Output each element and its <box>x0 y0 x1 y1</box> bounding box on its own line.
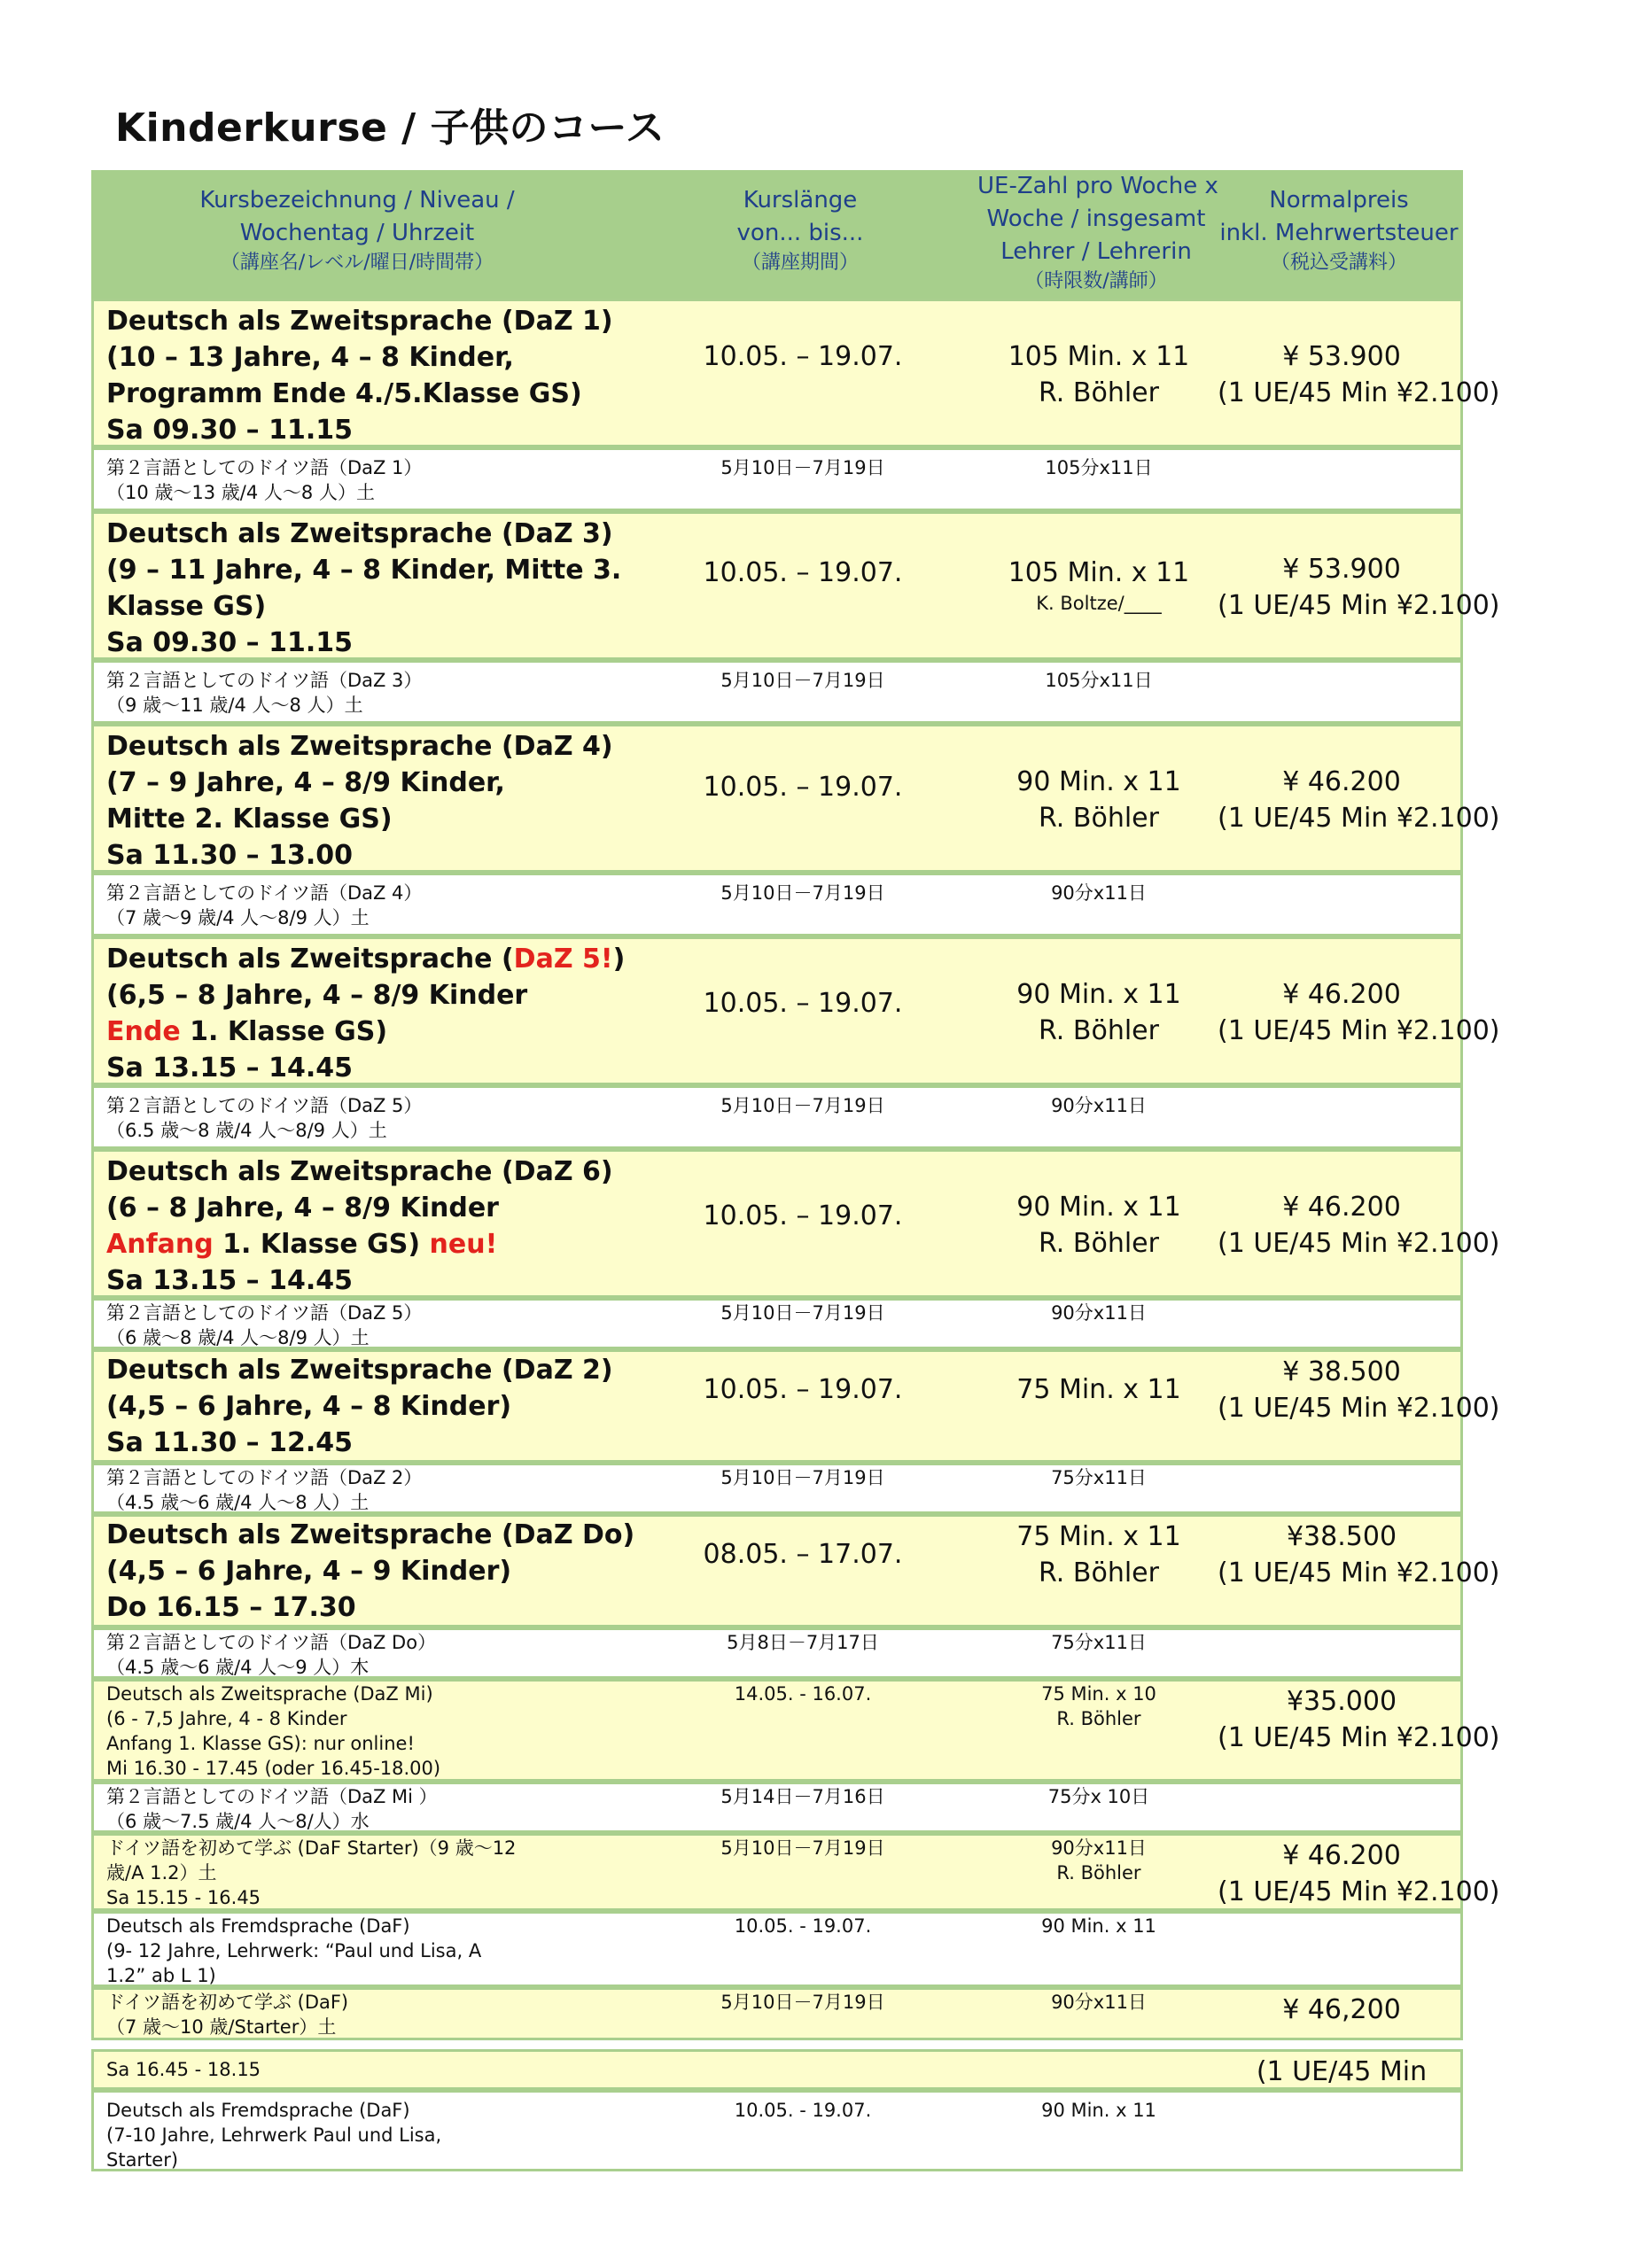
course-name-line: 第２言語としてのドイツ語（DaZ Do） <box>106 1632 437 1653</box>
course-name-line: Mitte 2. Klasse GS) <box>106 804 393 835</box>
header-text: Kurslänge <box>743 187 858 214</box>
course-name <box>94 1352 626 1461</box>
course-name-line: Deutsch als Zweitsprache (DaZ Do) <box>106 1519 635 1550</box>
course-name-line: （6.5 歳～8 歳/4 人～8/9 人）土 <box>106 1120 387 1141</box>
units-text: 90 Min. x 11 <box>1016 979 1181 1010</box>
course-units <box>980 301 1218 411</box>
units-text: 90 Min. x 11 <box>1016 766 1181 797</box>
course-units-jp: 90分x11日 <box>1051 1302 1147 1324</box>
course-level-highlight: DaZ 5! <box>513 944 613 975</box>
course-price <box>1218 301 1500 411</box>
course-dates: 10.05. – 19.07. <box>703 341 903 372</box>
course-name-line <box>106 1014 626 1050</box>
course-row-daz5-jp <box>91 1085 1463 1149</box>
course-name-jp <box>94 875 626 930</box>
price-text: ¥ 53.900 <box>1282 554 1401 585</box>
course-row-daz2-jp <box>91 1463 1463 1514</box>
course-name-jp <box>94 1301 626 1350</box>
course-row-daf-kids <box>91 2090 1463 2171</box>
course-row-dazmi-jp <box>91 1782 1463 1833</box>
course-price <box>1218 1352 1500 1426</box>
course-dates-jp: 5月10日－7月19日 <box>720 670 885 691</box>
course-units-jp: 90分x11日 <box>1051 882 1147 904</box>
course-dates: 10.05. – 19.07. <box>703 1200 903 1231</box>
course-row-daz3-jp <box>91 660 1463 724</box>
course-price <box>1218 1682 1500 1756</box>
course-name-jp <box>94 663 626 718</box>
teacher-name: R. Böhler <box>1039 803 1159 834</box>
new-badge: neu! <box>429 1229 498 1260</box>
grade-highlight: Ende <box>106 1016 181 1047</box>
course-name-line: Deutsch als Fremdsprache (DaF) <box>106 2100 410 2121</box>
course-name-jp <box>94 1784 626 1834</box>
course-units: 90 Min. x 11 <box>1041 2100 1156 2121</box>
course-name-line: (10 – 13 Jahre, 4 – 8 Kinder, <box>106 342 514 373</box>
course-name-line: 第２言語としてのドイツ語（DaZ 5） <box>106 1095 423 1116</box>
course-name-jp <box>94 450 626 505</box>
price-per-unit: (1 UE/45 Min ¥2.100) <box>1218 1393 1500 1424</box>
page-title: Kinderkurse / 子供のコース <box>115 105 665 151</box>
course-name-line: 第２言語としてのドイツ語（DaZ 2） <box>106 1467 423 1488</box>
course-name-line: Deutsch als Zweitsprache (DaZ 3) <box>106 518 613 549</box>
course-dates-jp: 5月10日－7月19日 <box>720 1302 885 1324</box>
course-dates: 5月10日－7月19日 <box>720 1837 885 1859</box>
course-dates-jp: 5月10日－7月19日 <box>720 882 885 904</box>
header-course-name <box>91 170 623 276</box>
course-dates: 10.05. - 19.07. <box>734 2100 872 2121</box>
course-row-dazmi <box>91 1679 1500 1782</box>
course-units <box>980 939 1218 1049</box>
price-per-unit: (1 UE/45 Min ¥2.100) <box>1218 1722 1500 1753</box>
course-time: Sa 11.30 – 13.00 <box>106 840 353 871</box>
course-units <box>980 1352 1218 1408</box>
course-row-daf-lisa <box>91 1911 1463 1987</box>
course-name-line: (4,5 – 6 Jahre, 4 – 9 Kinder) <box>106 1556 512 1587</box>
course-name-line: （6 歳～8 歳/4 人～8/9 人）土 <box>106 1327 370 1348</box>
course-units: 90 Min. x 11 <box>1041 1915 1156 1937</box>
course-name-text: Deutsch als Zweitsprache ( <box>106 944 514 975</box>
course-dates-jp: 5月10日－7月19日 <box>720 1095 885 1116</box>
units-text: 90 Min. x 11 <box>1016 1192 1181 1223</box>
price-per-unit: (1 UE/45 Min ¥2.100) <box>1218 803 1500 834</box>
course-name-line: Deutsch als Zweitsprache (DaZ 4) <box>106 731 613 762</box>
course-dates-jp: 5月10日－7月19日 <box>720 457 885 478</box>
course-name-text: ) <box>612 944 626 975</box>
course-name <box>94 301 626 448</box>
course-units <box>980 1152 1218 1262</box>
course-units-jp: 105分x11日 <box>1045 670 1153 691</box>
course-name-line: Deutsch als Zweitsprache (DaZ 2) <box>106 1355 613 1386</box>
course-name-line: （7 歳～10 歳/Starter）土 <box>106 2016 337 2038</box>
course-name <box>94 1682 626 1781</box>
course-row-daf-starter <box>91 1833 1500 1911</box>
header-text: UE-Zahl pro Woche x <box>977 173 1218 199</box>
course-name <box>94 939 626 1086</box>
course-row-dazdo <box>91 1514 1500 1627</box>
course-units <box>980 1836 1218 1885</box>
course-name-line: 第２言語としてのドイツ語（DaZ 4） <box>106 882 423 904</box>
course-price <box>1218 514 1500 624</box>
teacher-name: R. Böhler <box>1039 1557 1159 1588</box>
course-name-line: ドイツ語を初めて学ぶ (DaF) <box>106 1992 349 2013</box>
course-time: Sa 13.15 – 14.45 <box>106 1265 353 1296</box>
course-time: Sa 16.45 - 18.15 <box>106 2059 261 2080</box>
course-name-line: (6 – 8 Jahre, 4 – 8/9 Kinder <box>106 1192 499 1223</box>
course-name <box>94 514 626 661</box>
price-text: ¥ 46.200 <box>1282 979 1401 1010</box>
units-text: 75 Min. x 10 <box>1041 1683 1156 1705</box>
course-row-daz3 <box>91 511 1500 660</box>
price-text: ¥ 53.900 <box>1282 341 1401 372</box>
course-name-line: Programm Ende 4./5.Klasse GS) <box>106 378 582 409</box>
course-name <box>94 1836 626 1910</box>
course-name-line: 第２言語としてのドイツ語（DaZ 1） <box>106 457 423 478</box>
course-row-daz1 <box>91 299 1500 447</box>
course-dates-jp: 5月8日－7月17日 <box>727 1632 879 1653</box>
course-name-line: (4,5 – 6 Jahre, 4 – 8 Kinder) <box>106 1391 512 1422</box>
course-time: Sa 15.15 - 16.45 <box>106 1887 261 1908</box>
course-name-line: ドイツ語を初めて学ぶ (DaF Starter)（9 歳～12 <box>106 1837 517 1859</box>
teacher-name: R. Böhler <box>1056 1862 1141 1884</box>
course-name-line: 第２言語としてのドイツ語（DaZ 3） <box>106 670 423 691</box>
course-name-jp <box>94 1630 626 1680</box>
course-time: Sa 13.15 – 14.45 <box>106 1052 353 1084</box>
course-dates: 08.05. – 17.07. <box>703 1539 903 1570</box>
header-text: （講座名/レベル/曜日/時間帯） <box>220 252 494 274</box>
course-name-line: Deutsch als Zweitsprache (DaZ 6) <box>106 1156 613 1187</box>
course-row-daz5 <box>91 936 1500 1085</box>
course-name-line: Deutsch als Zweitsprache (DaZ Mi) <box>106 1683 433 1705</box>
course-name-line: (9- 12 Jahre, Lehrwerk: “Paul und Lisa, A <box>106 1940 482 1961</box>
course-units <box>980 1517 1218 1591</box>
teacher-name: R. Böhler <box>1039 1015 1159 1046</box>
course-units <box>980 1682 1218 1731</box>
units-text: 75 Min. x 11 <box>1016 1521 1181 1552</box>
course-name-line: (6,5 – 8 Jahre, 4 – 8/9 Kinder <box>106 980 528 1011</box>
course-name <box>94 1914 626 1988</box>
course-name-line: （4.5 歳～6 歳/4 人～9 人）木 <box>106 1657 370 1678</box>
course-dates: 10.05. - 19.07. <box>734 1915 872 1937</box>
course-price: ¥ 46,200 <box>1282 1994 1401 2025</box>
course-name-jp <box>94 1465 626 1515</box>
header-text: inkl. Mehrwertsteuer <box>1219 220 1459 246</box>
price-per-unit: (1 UE/45 Min ¥2.100) <box>1218 1557 1500 1588</box>
units-text: 105 Min. x 11 <box>1008 341 1190 372</box>
price-text: ¥ 46.200 <box>1282 1840 1401 1871</box>
course-name-line: 第２言語としてのドイツ語（DaZ Mi ） <box>106 1786 438 1807</box>
course-name-line: （9 歳～11 歳/4 人～8 人）土 <box>106 695 363 716</box>
header-text: （講座期間） <box>741 252 859 274</box>
course-name-line <box>106 941 626 977</box>
price-per-unit: (1 UE/45 Min ¥2.100) <box>1218 1015 1500 1046</box>
course-name-line: （10 歳～13 歳/4 人～8 人）土 <box>106 482 375 503</box>
header-text: （税込受講料） <box>1270 252 1407 274</box>
course-row-daz6-jp <box>91 1298 1463 1349</box>
course-price <box>1218 939 1500 1049</box>
course-name-line: Starter) <box>106 2149 179 2171</box>
header-course-length <box>623 170 977 276</box>
price-text: ¥ 38.500 <box>1282 1356 1401 1387</box>
course-row-daz4 <box>91 724 1500 873</box>
course-time: Mi 16.30 - 17.45 (oder 16.45-18.00) <box>106 1758 441 1779</box>
course-time: Sa 11.30 – 12.45 <box>106 1427 353 1458</box>
price-per-unit: (1 UE/45 Min ¥2.100) <box>1218 377 1500 408</box>
header-text: Woche / insgesamt <box>986 206 1206 232</box>
course-dates-jp: 5月10日－7月19日 <box>720 1467 885 1488</box>
course-name-jp <box>94 1990 626 2039</box>
teacher-name: R. Böhler <box>1039 377 1159 408</box>
course-price <box>1218 726 1500 836</box>
course-time: Sa 09.30 – 11.15 <box>106 415 353 446</box>
course-units-jp: 105分x11日 <box>1045 457 1153 478</box>
header-price <box>1215 170 1463 276</box>
price-text: ¥ 46.200 <box>1282 766 1401 797</box>
course-name-line: Klasse GS) <box>106 591 267 622</box>
course-name-text: 1. Klasse GS) <box>180 1016 388 1047</box>
course-units-jp: 75分x 10日 <box>1047 1786 1150 1807</box>
price-text: ¥35.000 <box>1286 1686 1397 1717</box>
course-table <box>91 0 1500 2268</box>
course-name-line: （6 歳～7.5 歳/4 人～8/人）水 <box>106 1811 370 1832</box>
units-text: 90分x11日 <box>1051 1837 1147 1859</box>
course-name-line: (6 - 7,5 Jahre, 4 - 8 Kinder <box>106 1708 347 1729</box>
course-dates-jp: 5月10日－7月19日 <box>720 1992 885 2013</box>
course-name-line: (9 – 11 Jahre, 4 – 8 Kinder, Mitte 3. <box>106 555 622 586</box>
table-header <box>91 170 1463 299</box>
course-name-line: （4.5 歳～6 歳/4 人～8 人）土 <box>106 1492 370 1513</box>
course-name-line: 1.2” ab L 1) <box>106 1965 216 1986</box>
teacher-name: K. Boltze/____ <box>1036 593 1162 614</box>
course-row-daf-time <box>91 2049 1463 2090</box>
course-name-line: Deutsch als Zweitsprache (DaZ 1) <box>106 306 613 337</box>
course-units <box>980 726 1218 836</box>
header-text: von... bis... <box>736 220 864 246</box>
header-text: （時限数/講師） <box>1024 270 1168 292</box>
course-units-jp: 75分x11日 <box>1051 1467 1147 1488</box>
teacher-name: R. Böhler <box>1039 1228 1159 1259</box>
course-dates: 10.05. – 19.07. <box>703 557 903 588</box>
course-row-daz4-jp <box>91 873 1463 936</box>
header-text: Kursbezeichnung / Niveau / <box>199 187 515 214</box>
course-dates: 10.05. – 19.07. <box>703 988 903 1019</box>
course-row-daf-jp <box>91 1987 1463 2040</box>
price-per-unit: (1 UE/45 Min <box>1256 2056 1428 2087</box>
course-name-line: (7-10 Jahre, Lehrwerk Paul und Lisa, <box>106 2124 442 2146</box>
course-dates-jp: 5月14日－7月16日 <box>720 1786 885 1807</box>
price-text: ¥ 46.200 <box>1282 1192 1401 1223</box>
header-units <box>977 170 1218 295</box>
course-name <box>94 1517 635 1626</box>
units-text: 105 Min. x 11 <box>1008 557 1190 588</box>
units-text: 75 Min. x 11 <box>1016 1374 1181 1405</box>
course-name-line: （7 歳～9 歳/4 人～8/9 人）土 <box>106 907 370 928</box>
header-text: Lehrer / Lehrerin <box>1000 238 1192 265</box>
course-price <box>1218 1152 1500 1262</box>
course-units-jp: 90分x11日 <box>1051 1095 1147 1116</box>
course-name <box>94 1152 626 1299</box>
course-units-jp: 90分x11日 <box>1051 1992 1147 2013</box>
course-name-line: (7 – 9 Jahre, 4 – 8/9 Kinder, <box>106 767 505 798</box>
course-row-daz2 <box>91 1349 1500 1463</box>
course-units <box>980 514 1218 616</box>
course-row-dazdo-jp <box>91 1627 1463 1679</box>
course-name-line: Deutsch als Fremdsprache (DaF) <box>106 1915 410 1937</box>
course-dates: 10.05. – 19.07. <box>703 772 903 803</box>
course-name <box>94 2093 626 2172</box>
course-price <box>1218 1836 1500 1910</box>
course-name-line: 歳/A 1.2）土 <box>106 1862 217 1884</box>
course-name-line <box>106 1226 626 1262</box>
course-time: Sa 09.30 – 11.15 <box>106 627 353 658</box>
grade-highlight: Anfang <box>106 1229 214 1260</box>
course-dates: 10.05. – 19.07. <box>703 1374 903 1405</box>
price-per-unit: (1 UE/45 Min ¥2.100) <box>1218 1228 1500 1259</box>
course-name <box>94 726 626 874</box>
course-price <box>1218 1517 1500 1591</box>
course-name-jp <box>94 1088 626 1143</box>
course-time: Do 16.15 – 17.30 <box>106 1592 356 1623</box>
course-name-line: 第２言語としてのドイツ語（DaZ 5） <box>106 1302 423 1324</box>
course-name-text: 1. Klasse GS) <box>213 1229 430 1260</box>
course-name-line: Anfang 1. Klasse GS): nur online! <box>106 1733 415 1754</box>
course-units-jp: 75分x11日 <box>1051 1632 1147 1653</box>
course-dates: 14.05. - 16.07. <box>734 1683 872 1705</box>
course-row-daz1-jp <box>91 447 1463 511</box>
header-text: Wochentag / Uhrzeit <box>239 220 475 246</box>
header-text: Normalpreis <box>1269 187 1409 214</box>
teacher-name: R. Böhler <box>1056 1708 1141 1729</box>
price-per-unit: (1 UE/45 Min ¥2.100) <box>1218 590 1500 621</box>
course-row-daz6 <box>91 1149 1500 1298</box>
price-text: ¥38.500 <box>1286 1521 1397 1552</box>
price-per-unit: (1 UE/45 Min ¥2.100) <box>1218 1876 1500 1907</box>
